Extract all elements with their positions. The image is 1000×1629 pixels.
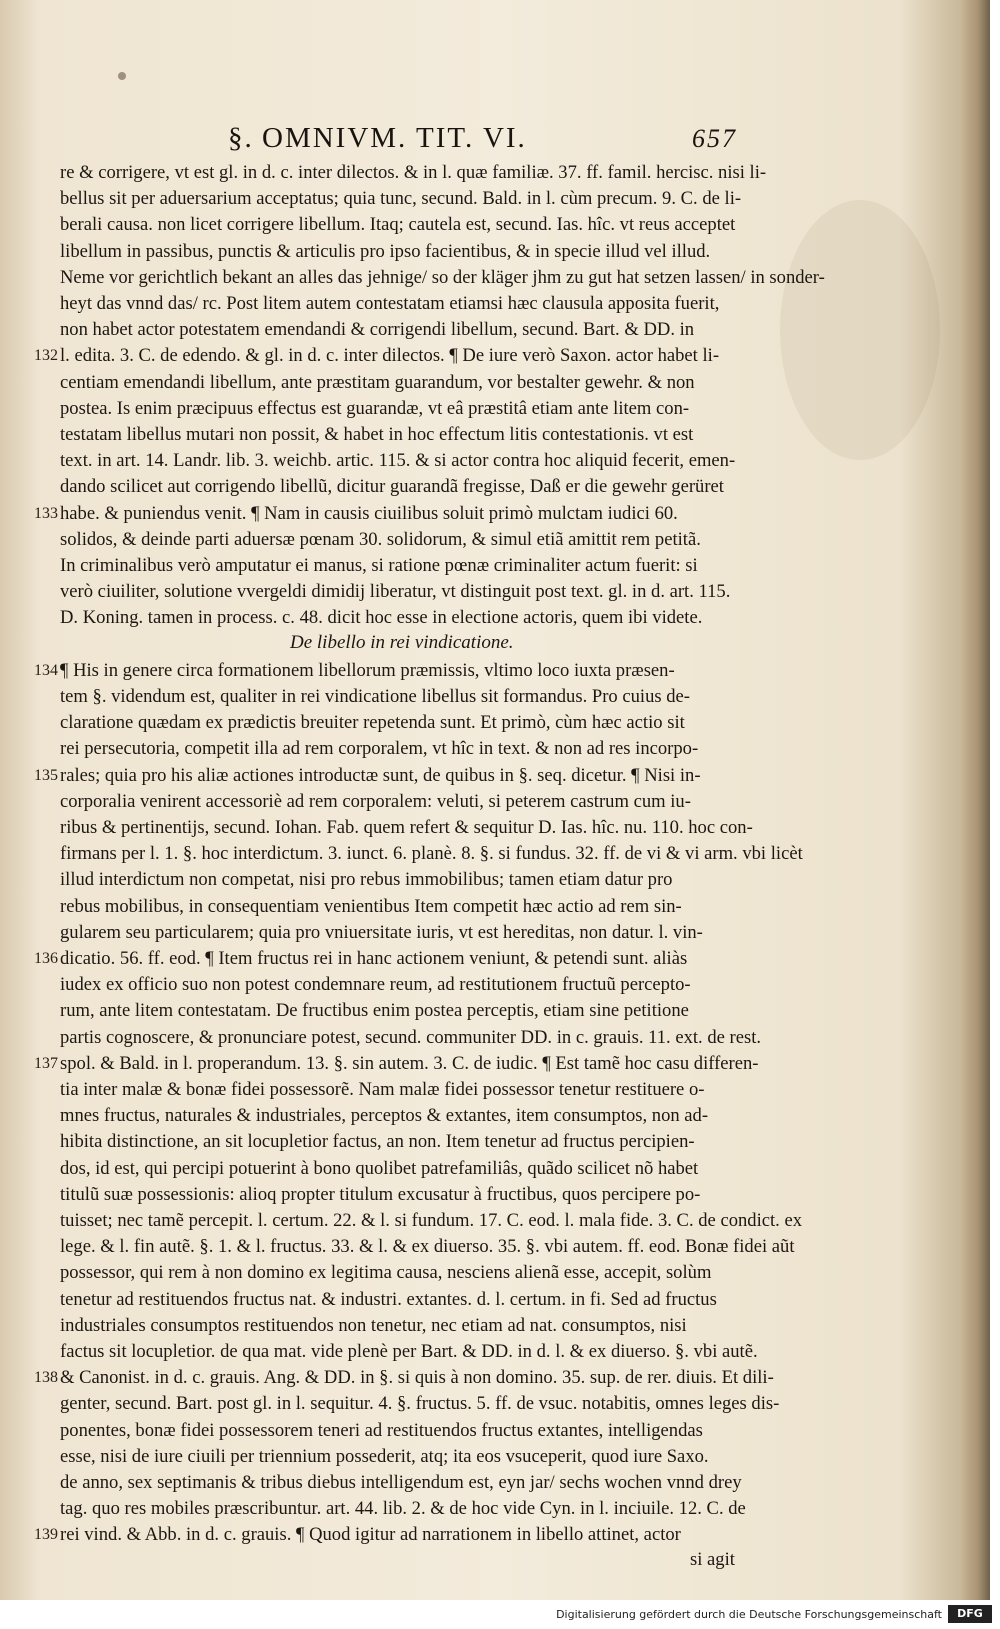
line-text: illud interdictum non competat, nisi pro rebus immobilibus; tamen etiam datur pro <box>60 869 673 891</box>
line-text: mnes fructus, naturales & industriales, perceptos & extantes, item consumptos, non ad- <box>60 1105 709 1127</box>
text-line <box>60 684 760 710</box>
line-text: esse, nisi de iure ciuili per triennium possederit, atq; ita eos vsuceperit, quod iure Saxo. <box>60 1445 709 1467</box>
line-text: In criminalibus verò amputatur ei manus, si ratione pœnæ criminaliter actum fuerit: si <box>60 555 698 576</box>
text-line <box>60 317 760 343</box>
text-line <box>60 1260 760 1286</box>
line-text: factus sit locupletior. de qua mat. vide plenè per Bart. & DD. in d. l. & ex diuerso. §. vbi autẽ. <box>60 1341 758 1362</box>
line-text: rei persecutoria, competit illa ad rem corporalem, vt hîc in text. & non ad res incorpo- <box>60 738 699 760</box>
line-text: genter, secund. Bart. post gl. in l. sequitur. 4. §. fructus. 5. ff. de vsuc. notabitis, omnes leges dis- <box>60 1393 780 1415</box>
text-line <box>60 972 760 998</box>
line-text: partis cognoscere, & pronunciare potest, secund. communiter DD. in c. grauis. 11. ext. de rest. <box>60 1026 762 1048</box>
text-line <box>60 1470 760 1496</box>
line-text: dicatio. 56. ff. eod. ¶ Item fructus rei in hanc actionem veniunt, & petendi sunt. aliàs <box>60 948 688 969</box>
margin-number: 133 <box>34 504 58 522</box>
text-line <box>60 815 760 841</box>
line-text: firmans per l. 1. §. hoc interdictum. 3. iunct. 6. planè. 8. §. si fundus. 32. ff. de vi & vi arm. vbi licèt <box>60 843 803 865</box>
text-line <box>60 553 760 579</box>
text-line <box>60 186 760 212</box>
text-line <box>34 763 760 789</box>
text-line <box>34 1365 774 1391</box>
text-line <box>60 265 825 291</box>
text-line <box>60 1129 760 1155</box>
text-line <box>60 789 760 815</box>
text-line <box>60 867 760 893</box>
dfg-logo: DFG <box>948 1605 992 1623</box>
line-text: tag. quo res mobiles præscribuntur. art. 44. lib. 2. & de hoc vide Cyn. in l. inciuile. 12. C. de <box>60 1498 746 1520</box>
margin-number: 138 <box>34 1369 58 1387</box>
text-line <box>60 1287 760 1313</box>
line-text: tia inter malæ & bonæ fidei possessorẽ. Nam malæ fidei possessor tenetur restituere o- <box>60 1079 705 1100</box>
margin-number: 132 <box>34 347 58 365</box>
digitization-footer <box>0 1600 1000 1629</box>
text-line <box>60 605 760 631</box>
line-text: lege. & l. fin autẽ. §. 1. & l. fructus. 33. & l. & ex diuerso. 35. §. vbi autem. ff. eod. Bonæ fidei aũt <box>60 1236 795 1258</box>
line-text: verò ciuiliter, solutione vvergeldi dimidij liberatur, vt distinguit post text. gl. in d. art. 115. <box>60 581 731 603</box>
running-header <box>228 118 748 158</box>
line-text: dos, id est, qui percipi potuerint à bono quolibet patrefamiliâs, quãdo scilicet nõ habet <box>60 1157 699 1179</box>
section-mark: §. <box>228 122 254 154</box>
text-line <box>34 946 760 972</box>
line-text: postea. Is enim præcipuus effectus est guarandæ, vt eâ præstitâ etiam ante litem con- <box>60 397 690 419</box>
text-line <box>60 527 760 553</box>
line-text: bellus sit per aduersarium acceptatus; quia tunc, secund. Bald. in l. cùm precum. 9. C. de li- <box>60 188 742 210</box>
catchword: si agit <box>690 1548 735 1570</box>
text-line <box>60 998 760 1024</box>
line-text: habe. & puniendus venit. ¶ Nam in causis ciuilibus soluit primò mulctam iudici 60. <box>60 502 678 524</box>
line-text: ponentes, bonæ fidei possessorem teneri ad restituendos fructus extantes, intelligendas <box>60 1419 703 1441</box>
line-text: D. Koning. tamen in process. c. 48. dicit hoc esse in electione actoris, quem ibi videte. <box>60 607 703 629</box>
line-text: non habet actor potestatem emendandi & corrigendi libellum, secund. Bart. & DD. in <box>60 319 695 341</box>
text-line <box>60 1496 760 1522</box>
line-text: gularem seu particularem; quia pro vniuersitate iuris, vt est hereditas, non datur. l. vin- <box>60 921 703 943</box>
text-line <box>60 160 767 186</box>
text-line <box>60 1339 760 1365</box>
text-line <box>60 1391 780 1417</box>
line-text: rum, ante litem contestatam. De fructibus enim postea perceptis, etiam sine petitione <box>60 1000 689 1022</box>
line-text: & Canonist. in d. c. grauis. Ang. & DD. in §. si quis à non domino. 35. sup. de rer. diuis. Et dili- <box>60 1367 774 1389</box>
line-text: possessor, qui rem à non domino ex legitima causa, nesciens alienã esse, accepit, solùm <box>60 1262 712 1284</box>
text-line <box>60 1077 760 1103</box>
line-text: spol. & Bald. in l. properandum. 13. §. sin autem. 3. C. de iudic. ¶ Est tamẽ hoc casu differen- <box>60 1052 759 1074</box>
text-line <box>34 1051 760 1077</box>
text-line <box>60 291 760 317</box>
funding-credit: Digitalisierung gefördert durch die Deutsche Forschungsgemeinschaft <box>556 1608 942 1621</box>
line-text: hibita distinctione, an sit locupletior factus, an non. Item tenetur ad fructus percipien- <box>60 1131 695 1153</box>
line-text: libellum in passibus, punctis & articulis pro ipso facientibus, & in specie illud vel illud. <box>60 240 711 262</box>
line-text: heyt das vnnd das/ rc. Post litem autem contestatam etiamsi hæc clausula apposita fuerit, <box>60 293 720 314</box>
text-line <box>60 1208 803 1234</box>
line-text: dando scilicet aut corrigendo libellũ, dicitur guarandã fregisse, Daß er die gewehr gerüret <box>60 476 724 498</box>
line-text: berali causa. non licet corrigere libellum. Itaq; cautela est, secund. Ias. hîc. vt reus acceptet <box>60 214 736 236</box>
text-line <box>34 501 760 527</box>
line-text: Neme vor gerichtlich bekant an alles das jehnige/ so der kläger jhm zu gut hat setzen lassen/ in sonder- <box>60 266 825 288</box>
text-line <box>60 894 760 920</box>
line-text: l. edita. 3. C. de edendo. & gl. in d. c. inter dilectos. ¶ De iure verò Saxon. actor habet li- <box>60 345 720 367</box>
line-text: ¶ His in genere circa formationem libellorum præmissis, vltimo loco iuxta præsen- <box>60 659 675 681</box>
margin-number: 134 <box>34 661 58 679</box>
line-text: tenetur ad restituendos fructus nat. & industri. extantes. d. l. certum. in fi. Sed ad fructus <box>60 1288 717 1310</box>
margin-number: 139 <box>34 1526 58 1544</box>
text-line <box>60 1444 760 1470</box>
line-text: corporalia venirent accessoriè ad rem corporalem: veluti, si peterem castrum cum iu- <box>60 790 691 812</box>
line-text: industriales consumptos restituendos non tenetur, nec etiam ad nat. consumptos, nisi <box>60 1314 687 1336</box>
line-text: rei vind. & Abb. in d. c. grauis. ¶ Quod igitur ad narrationem in libello attinet, actor <box>60 1524 681 1546</box>
text-line <box>60 1025 760 1051</box>
line-text: ribus & pertinentijs, secund. Iohan. Fab. quem refert & sequitur D. Ias. hîc. nu. 110. hoc con- <box>60 817 753 838</box>
margin-number: 136 <box>34 950 58 967</box>
page-edge <box>960 0 990 1600</box>
text-line <box>60 474 760 500</box>
line-text: tuisset; nec tamẽ percepit. l. certum. 22. & l. si fundum. 17. C. eod. l. mala fide. 3. C. de condict. ex <box>60 1210 803 1231</box>
text-line <box>34 658 760 684</box>
line-text: text. in art. 14. Landr. lib. 3. weichb. artic. 115. & si actor contra hoc aliquid fecerit, emen- <box>60 450 736 472</box>
line-text: tem §. videndum est, qualiter in rei vindicatione libellus sit formandus. Pro cuius de- <box>60 686 690 707</box>
text-line <box>34 343 760 369</box>
text-line <box>60 579 760 605</box>
text-line <box>60 1156 760 1182</box>
line-text: iudex ex officio suo non potest condemnare reum, ad restitutionem fructuũ percepto- <box>60 974 691 996</box>
line-text: rebus mobilibus, in consequentiam venientibus Item competit hæc actio ad rem sin- <box>60 895 682 917</box>
margin-number: 137 <box>34 1054 58 1072</box>
text-line <box>60 1313 760 1339</box>
line-text: re & corrigere, vt est gl. in d. c. inter dilectos. & in l. quæ familiæ. 37. ff. famil. hercisc. nisi li- <box>60 162 767 183</box>
line-text: claratione quædam ex prædictis breuiter repetenda sunt. Et primò, cùm hæc actio sit <box>60 712 685 734</box>
line-text: titulũ suæ possessionis: alioq propter titulum excusatur à fructibus, quos percipere po- <box>60 1183 701 1205</box>
page-number: 657 <box>692 124 737 153</box>
text-line <box>60 212 760 238</box>
section-heading: De libello in rei vindicatione. <box>290 631 514 653</box>
text-line <box>60 736 760 762</box>
text-line <box>60 448 760 474</box>
margin-number: 135 <box>34 766 58 784</box>
line-text: testatam libellus mutari non possit, & habet in hoc effectum litis contestationis. vt est <box>60 424 694 445</box>
text-line <box>60 396 760 422</box>
text-line <box>60 370 760 396</box>
line-text: centiam emendandi libellum, ante præstitam guarandum, vor bestalter gewehr. & non <box>60 371 695 393</box>
text-line <box>60 920 760 946</box>
text-line <box>60 841 803 867</box>
text-line <box>60 239 760 265</box>
text-line <box>60 422 760 448</box>
text-line <box>60 1234 795 1260</box>
text-line <box>34 1522 760 1548</box>
line-text: de anno, sex septimanis & tribus diebus intelligendum est, eyn jar/ sechs wochen vnnd drey <box>60 1472 742 1493</box>
text-line <box>60 1182 760 1208</box>
line-text: solidos, & deinde parti aduersæ pœnam 30. solidorum, & simul etiã amittit rem petitã. <box>60 528 701 550</box>
line-text: rales; quia pro his aliæ actiones introductæ sunt, de quibus in §. seq. dicetur. ¶ Nisi in- <box>60 764 701 786</box>
text-line <box>60 710 760 736</box>
text-line <box>60 1103 760 1129</box>
header-title: OMNIVM. TIT. VI. <box>262 122 527 154</box>
text-line <box>60 1418 760 1444</box>
